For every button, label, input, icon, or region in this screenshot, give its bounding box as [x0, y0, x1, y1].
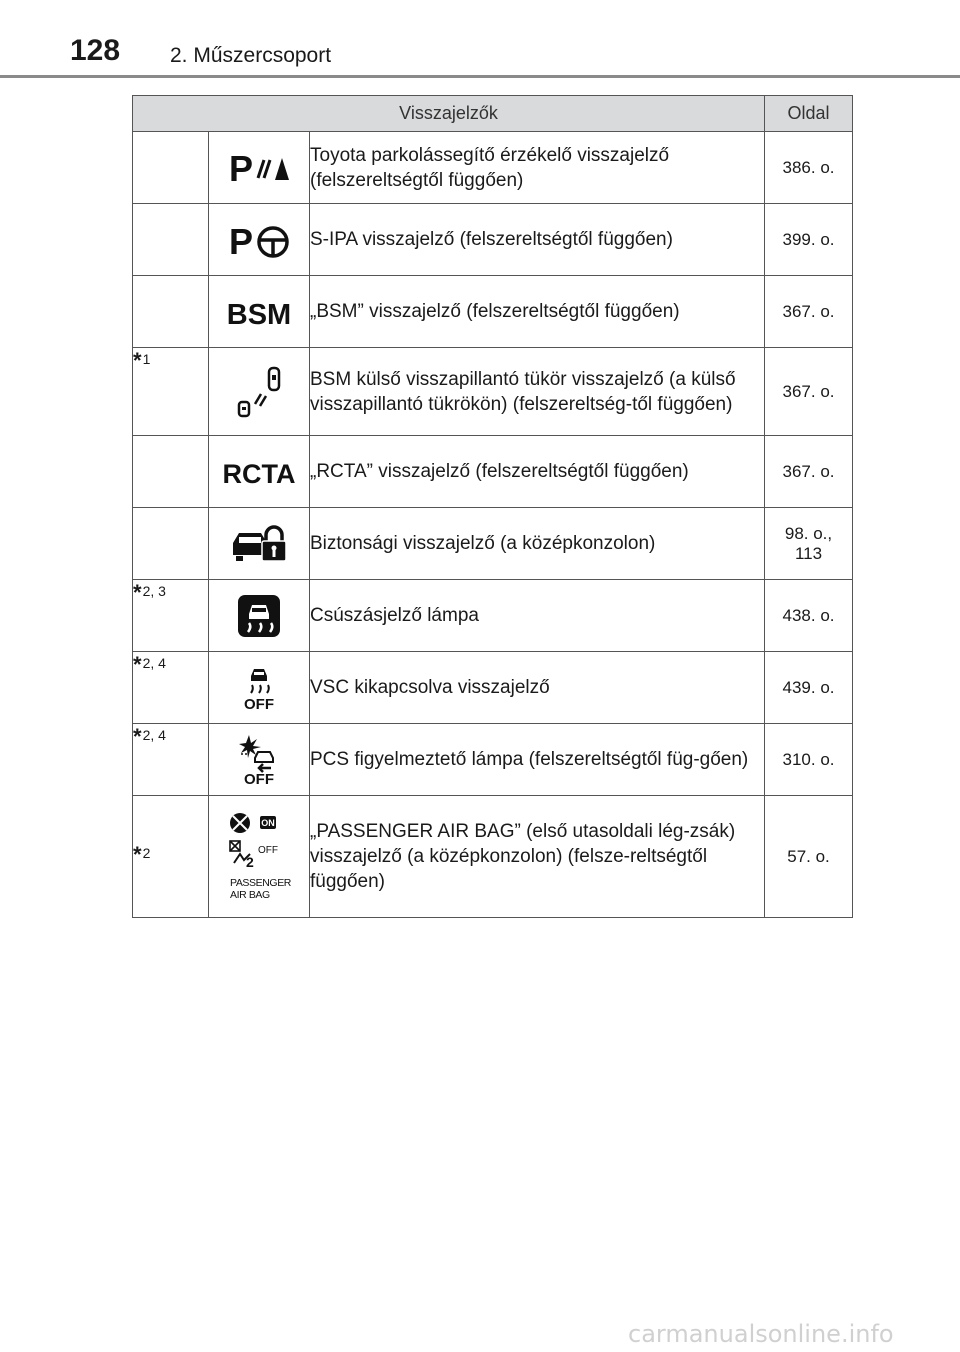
- table-row: [133, 276, 853, 348]
- footnote-cell: [133, 348, 209, 436]
- indicator-description: Toyota parkolássegítő érzékelő visszajelző (felszereltségtől függően): [310, 132, 765, 204]
- page-ref-line: 310. o.: [782, 749, 835, 769]
- vsc-off-text: OFF: [244, 695, 274, 712]
- page-reference: [765, 580, 853, 652]
- table-row: [133, 580, 853, 652]
- icon-cell: [209, 796, 310, 918]
- footnote-cell: [133, 276, 209, 348]
- footnote-star: *: [133, 580, 142, 605]
- footnote-cell: [133, 580, 209, 652]
- footnote-cell: [133, 508, 209, 580]
- footnote-cell: [133, 796, 209, 918]
- svg-text:P: P: [229, 147, 254, 188]
- indicator-description: S-IPA visszajelző (felszereltségtől függően): [310, 204, 765, 276]
- indicator-description: Csúszásjelző lámpa: [310, 580, 765, 652]
- chapter-title: 2. Műszercsoport: [170, 44, 332, 67]
- table-row: [133, 796, 853, 918]
- bsm-mirror-icon: [234, 364, 284, 420]
- page-reference: [765, 132, 853, 204]
- table-row: [133, 436, 853, 508]
- page-ref-line: 386. o.: [782, 157, 835, 177]
- airbag-on-text: ON: [261, 817, 275, 828]
- indicator-description: „PASSENGER AIR BAG” (első utasoldali lég-zsák) visszajelző (a középkonzolon) (felsze-reltségtől függően): [310, 796, 765, 918]
- page-ref-line: 113: [794, 543, 823, 563]
- page-ref-line: 98. o.,: [784, 523, 833, 543]
- footnote-cell: [133, 724, 209, 796]
- airbag-label-text: AIR BAG: [230, 888, 270, 901]
- table-header-row: [133, 96, 853, 132]
- watermark: carmanualsonline.info: [628, 1320, 894, 1348]
- footnote-star: *: [133, 842, 142, 867]
- indicator-table: [132, 95, 853, 918]
- page-ref-line: 367. o.: [782, 461, 835, 481]
- footnote-number: 1: [142, 351, 151, 367]
- page-ref-line: 367. o.: [782, 381, 835, 401]
- header-page: Oldal: [765, 96, 853, 132]
- header-indicators: Visszajelzők: [133, 96, 765, 132]
- bsm-icon-text: BSM: [226, 298, 292, 330]
- parking-assist-sensor-icon: [229, 148, 289, 188]
- footnote-number: 2: [142, 845, 151, 861]
- table-row: [133, 724, 853, 796]
- page-reference: [765, 276, 853, 348]
- rcta-icon-text: RCTA: [222, 458, 296, 489]
- pcs-off-icon: [235, 734, 283, 786]
- table-row: [133, 508, 853, 580]
- icon-cell: [209, 652, 310, 724]
- airbag-off-text: OFF: [258, 844, 278, 856]
- icon-cell: [209, 724, 310, 796]
- table-row: [133, 652, 853, 724]
- page-reference: [765, 348, 853, 436]
- icon-cell: [209, 204, 310, 276]
- footnote-cell: [133, 652, 209, 724]
- indicator-description: „RCTA” visszajelző (felszereltségtől függően): [310, 436, 765, 508]
- bsm-icon: [226, 294, 292, 330]
- page-ref-line: 57. o.: [787, 846, 830, 866]
- footnote-cell: [133, 204, 209, 276]
- footnote-number: 2, 4: [142, 727, 166, 743]
- indicator-description: „BSM” visszajelző (felszereltségtől függően): [310, 276, 765, 348]
- icon-cell: [209, 276, 310, 348]
- table-row: [133, 348, 853, 436]
- page-number: 128: [70, 34, 121, 67]
- page-reference: [765, 652, 853, 724]
- footnote-cell: [133, 132, 209, 204]
- pcs-off-text: OFF: [244, 770, 274, 786]
- page-reference: [765, 204, 853, 276]
- page-reference: [765, 436, 853, 508]
- slip-indicator-icon: [237, 594, 281, 638]
- page-header: [0, 0, 960, 80]
- indicator-description: BSM külső visszapillantó tükör visszajelző (a külső visszapillantó tükrökön) (felszereltség-től függően): [310, 348, 765, 436]
- vsc-off-icon: [237, 664, 281, 712]
- table-row: [133, 204, 853, 276]
- airbag-passenger-text: PASSENGER: [230, 876, 291, 889]
- indicator-description: Biztonsági visszajelző (a középkonzolon): [310, 508, 765, 580]
- page-reference: [765, 508, 853, 580]
- icon-cell: [209, 508, 310, 580]
- page-reference: [765, 724, 853, 796]
- icon-cell: [209, 580, 310, 652]
- icon-cell: [209, 436, 310, 508]
- header-rule: [0, 75, 960, 78]
- footnote-cell: [133, 436, 209, 508]
- footnote-star: *: [133, 724, 142, 749]
- passenger-airbag-icon: [226, 811, 292, 903]
- page-ref-line: 367. o.: [782, 301, 835, 321]
- page-ref-line: 399. o.: [782, 229, 835, 249]
- footnote-star: *: [133, 348, 142, 373]
- indicator-description: VSC kikapcsolva visszajelző: [310, 652, 765, 724]
- footnote-number: 2, 4: [142, 655, 166, 671]
- icon-cell: [209, 348, 310, 436]
- s-ipa-steering-icon: [229, 220, 289, 260]
- rcta-icon: [217, 454, 301, 490]
- page-ref-line: 439. o.: [782, 677, 835, 697]
- security-car-lock-icon: [231, 525, 287, 563]
- page-reference: [765, 796, 853, 918]
- icon-cell: [209, 132, 310, 204]
- indicator-description: PCS figyelmeztető lámpa (felszereltségtől füg-gően): [310, 724, 765, 796]
- svg-text:2: 2: [246, 853, 254, 870]
- footnote-number: 2, 3: [142, 583, 166, 599]
- svg-text:P: P: [229, 220, 254, 260]
- page-ref-line: 438. o.: [782, 605, 835, 625]
- footnote-star: *: [133, 652, 142, 677]
- table-row: [133, 132, 853, 204]
